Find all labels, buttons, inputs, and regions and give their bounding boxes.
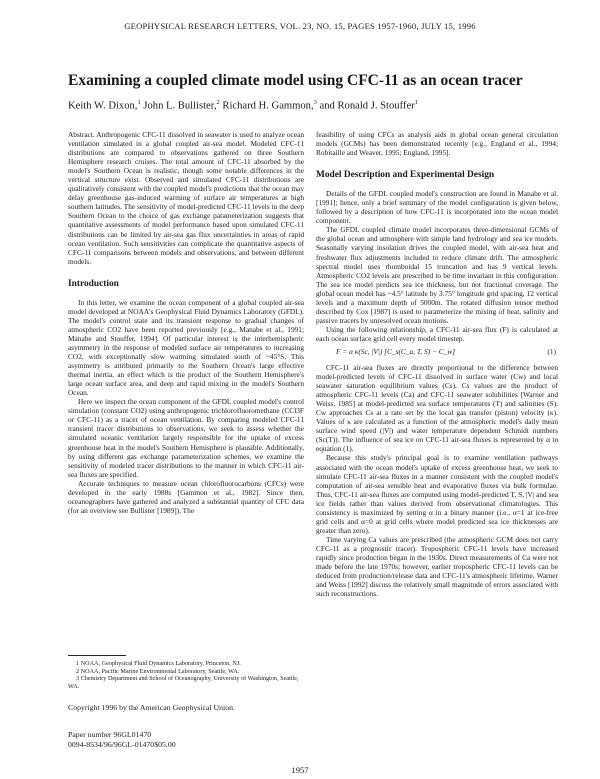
equation-number: (1) [547,346,556,356]
author-affiliation-mark: 1 [137,99,141,106]
equation-1 [316,345,558,359]
equation-body: F = α κ(Sc, |V|) [C_s(C_a, T, S) − C_w] [336,346,456,356]
author-affiliation-mark: 1 [414,99,418,106]
abstract-paragraph: Abstract. Anthropogenic CFC-11 dissolved in seawater is used to analyze ocean ventilation simulated in a global coupled air-sea model. Modeled CFC-11 distributions are compared to observations gathered on three Southern Hemisphere research cruises. The total amount of CFC-11 absorbed by the model's Southern Ocean is realistic, though some notable differences in the vertical structure exist. Observed and simulated CFC-11 distributions are qualitatively consistent with the coupled model's predictions that the ocean may delay greenhouse gas-induced warming of surface air temperatures at high southern latitudes. The sensitivity of model-predicted CFC-11 levels in the deep Southern Ocean to the choice of gas exchange parameterization suggests that quantitative assessments of model performance based upon simulated CFC-11 distributions can be limited by air-sea gas flux uncertainties in areas of rapid ocean ventilation. Such sensitivities can complicate the quantitative aspects of CFC-11 comparisons between models and observations, and between different models. [68,130,304,266]
page-number: 1957 [291,765,309,775]
body-paragraph: CFC-11 air-sea fluxes are directly proportional to the difference between model-predicted levels of CFC-11 dissolved in surface water (Cw) and local seawater saturation equilibrium values (Cs). Cs values are the product of atmospheric CFC-11 levels (Ca) and CFC-11 seawater solubilities [Warner and Weiss, 1985] at model-predicted sea surface temperatures (T) and salinities (S). Cw approaches Cs at a rate set by the local gas transfer (piston) velocity (κ). Values of κ are calculated as a function of the atmospheric model's daily mean surface wind speed (|V|) and water temperature dependent Schmidt numbers (Sc(T)). The influence of sea ice on CFC-11 air-sea fluxes is represented by α in equation (1). [316,362,558,454]
author-name: Richard H. Gammon, [222,100,314,112]
body-paragraph: Details of the GFDL coupled model's construction are found in Manabe et al. [1991]; hence, only a brief summary of the model configuration is given below, followed by a description of how CFC-11 is incorporated into the ocean model component. [316,189,558,226]
copyright-notice: Copyright 1996 by the American Geophysical Union. [68,703,235,712]
section-heading-introduction: Introduction [68,278,119,289]
body-paragraph: Because this study's principal goal is to examine ventilation pathways associated with the ocean model's uptake of excess greenhouse heat, we seek to simulate CFC-11 air-sea fluxes in a manner consistent with the coupled model's computation of air-sea sensible heat and evaporative fluxes via bulk formulae. Thus, CFC-11 air-sea fluxes are computed using model-predicted T, S, |V| and sea ice fields rather than values derived from observational climatologies. This consistency is maximized by setting α in a binary manner (i.e., α=1 at ice-free grid cells and α=0 at grid cells where model predicted sea ice thicknesses are greater than zero). [316,453,558,535]
paper-info [68,730,304,749]
author-list [68,96,548,113]
footnote: 1 NOAA, Geophysical Fluid Dynamics Laboratory, Princeton, NJ. [76,660,241,667]
footnote: 3 Chemistry Department and School of Oceanography, University of Washington, Seattle, WA. [68,675,299,690]
author-affiliation-mark: 3 [313,99,317,106]
body-paragraph: Using the following relationship, a CFC-11 air-sea flux (F) is calculated at each ocean surface grid cell every model timestep. [316,324,558,343]
author-affiliation-mark: 2 [216,99,220,106]
author-name: and Ronald J. Stouffer [319,100,415,112]
body-paragraph: Time varying Ca values are prescribed (the atmospheric GCM does not carry CFC-11 as a prognostic tracer). Tropospheric CFC-11 levels have increased rapidly since production began in the 1930s. Direct measurements of Ca were not made before the late 1970s; however, earlier tropospheric CFC-11 levels can be deduced from production/release data and CFC-11's atmospheric lifetime. Warner and Weiss [1992] discuss the relatively small magnitude of errors associated with such reconstructions. [316,534,558,599]
section-heading-model-description: Model Description and Experimental Design [316,170,495,181]
left-column [68,130,304,515]
paper-number: Paper number 96GL01470 [68,730,152,739]
intro-paragraph: Accurate techniques to measure ocean chlorofluorocarbons (CFCs) were developed in the early 1980s [Gammon et al., 1982]. Since then, oceanographers have gathered and analyzed a substantial quantity of CFC data (for an overview see Bullister [1989]). The [68,478,304,515]
body-paragraph: feasibility of using CFCs as analysis aids in global ocean general circulation models (GCMs) has been demonstrated recently [e.g., England et al., 1994; Robitaille and Weaver, 1995; England, 1995]. [316,130,558,158]
body-paragraph: The GFDL coupled climate model incorporates three-dimensional GCMs of the global ocean and atmosphere with simple land hydrology and sea ice models. Seasonally varying insolation drives the coupled model, with air-sea heat and freshwater flux adjustments included to reduce climate drift. The atmospheric spectral model uses rhomboidal 15 truncation and has 9 vertical levels. Atmospheric CO2 levels are prescribed to be time invariant in this configuration. The sea ice model predicts sea ice thickness, but not fractional coverage. The global ocean model has ~4.5° latitude by 3.75° longitude grid spacing, 12 vertical levels and a maximum depth of 5000m. The rotated diffusion tensor method described by Cox [1987] is used to parameterize the mixing of heat, salinity and passive tracers by unresolved ocean motions. [316,225,558,325]
author-name: John L. Bullister, [143,100,217,112]
paper-title: Examining a coupled climate model using CFC-11 as an ocean tracer [68,72,523,89]
footnote: 2 NOAA, Pacific Marine Environmental Laboratory, Seattle, WA. [76,667,240,675]
paper-code: 0094-8534/96/96GL-01470$05.00 [68,739,176,749]
right-column [316,130,558,598]
footnotes [68,660,304,690]
footnote-divider [68,655,126,656]
author-name: Keith W. Dixon, [68,100,138,112]
intro-paragraph: Here we inspect the ocean component of the GFDL coupled model's control simulation (constant CO2) using anthropogenic trichlorofluoromethane (CCl3F or CFC-11) as a tracer of ocean ventilation. By comparing modeled CFC-11 transient tracer distributions to observations, we seek to assess whether the simulated oceanic ventilation largely responsible for the uptake of excess greenhouse heat in the model's Southern Hemisphere is plausible. Additionally, by using different gas exchange parameterization schemes, we examine the sensitivity of modeled tracer distributions to the manner in which CFC-11 air-sea fluxes are specified. [68,397,304,479]
intro-paragraph: In this letter, we examine the ocean component of a global coupled air-sea model developed at NOAA's Geophysical Fluid Dynamics Laboratory (GFDL). The model's control state and its transient response to gradual changes of atmospheric CO2 have been reported previously [e.g., Manabe et al., 1991; Manabe and Stouffer, 1994]. Of particular interest is the interhemispheric asymmetry in the response of modeled surface air temperatures to increasing CO2, with exceptionally slow warming simulated south of ~45°S. This asymmetry is attributed primarily to the Southern Ocean's large effective thermal inertia, an effect which is the product of the Southern Hemisphere's large ocean surface area, and deep and rapid mixing in the model's Southern Ocean. [68,297,304,398]
journal-header: GEOPHYSICAL RESEARCH LETTERS, VOL. 23, NO. 15, PAGES 1957-1960, JULY 15, 1996 [124,21,476,31]
